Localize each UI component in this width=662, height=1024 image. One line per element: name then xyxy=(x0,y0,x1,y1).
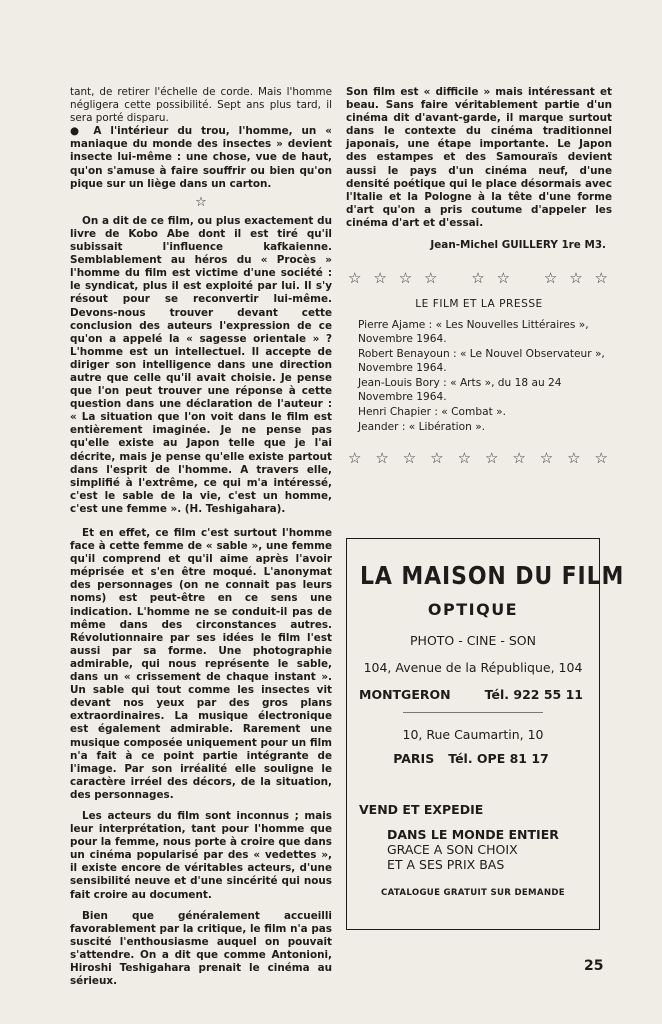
ad-contact-2 xyxy=(347,751,599,766)
bullet-icon: ● xyxy=(70,125,85,138)
separator-star-icon: ☆ xyxy=(195,194,207,210)
star-icon: ☆ xyxy=(496,269,511,288)
ad-vend: VEND ET EXPEDIE xyxy=(359,802,484,817)
paragraph-3: On a dit de ce film, ou plus exactement du livre de Kobo Abe dont il est tiré qu'il subissait l'influence kafkaienne. Semblablement au héros du « Procès » l'homme du film est victime d'une société : le syndicat, plus il est exploité par lui. Il s'y résout pour se reconvertir lui-même. Devons-nous trouver devant cette conclusion des auteurs l'expression de ce qu'on a appelé la « sagesse orientale » ? L'homme est un intellectuel. Il accepte de diriger son intelligence dans une direction autre que celle qu'il avait choisie. Je pense que l'on peut trouver une réponse à cette question dans une déclaration de l'auteur : « La situation que l'on voit dans le film est entièrement imaginée. Je ne pense pas qu'elle existe au Japon telle que je l'ai décrite, mais je pense qu'elle existe partout dans l'esprit de l'homme. A travers elle, simplifié à l'extrême, ce qui m'a intéressé, c'est le sable de la vie, c'est un homme, c'est une femme ». (H. Teshigahara). xyxy=(70,214,332,515)
ad-contact-1 xyxy=(347,687,599,702)
paragraph-5: Les acteurs du film sont inconnus ; mais leur interprétation, tant pour l'homme que pour la femme, nous porte à croire que dans un cinéma popularisé par des « vedettes », il existe encore de véritables acteurs, d'une sensibilité neuve et d'une sincérité qui nous fait croire au document. xyxy=(70,809,332,901)
paragraph-right-1: Son film est « difficile » mais intéressant et beau. Sans faire véritablement partie d'un cinéma dit d'avant-garde, il marque surtout dans le contexte du cinéma traditionnel japonais, une étape importante. Le Japon des estampes et des Samouraïs devient aussi le pays d'un cinéma neuf, d'une densité poétique qui le place désormais avec l'Italie et la Pologne à la tête d'une forme d'art qu'on a pris coutume d'appeler les cinéma d'art et d'essai. xyxy=(346,86,612,229)
star-icon: ☆ xyxy=(373,269,387,288)
ad-services: PHOTO - CINE - SON xyxy=(410,633,536,648)
page-number: 25 xyxy=(584,958,604,974)
star-icon: ☆ xyxy=(512,449,526,468)
star-icon: ☆ xyxy=(567,449,581,468)
star-icon: ☆ xyxy=(430,449,444,468)
ad-block xyxy=(387,827,599,872)
ad-city-2: PARIS xyxy=(393,751,435,766)
press-title: LE FILM ET LA PRESSE xyxy=(415,298,543,311)
star-icon: ☆ xyxy=(348,449,362,468)
paragraph-2 xyxy=(70,125,332,190)
ad-divider xyxy=(403,712,543,713)
star-icon: ☆ xyxy=(402,449,417,468)
ad-choice: GRACE A SON CHOIX xyxy=(387,842,518,857)
ad-address-1: 104, Avenue de la République, 104 xyxy=(363,660,583,675)
ad-title: LA MAISON DU FILM xyxy=(360,561,625,590)
ad-phone-2: Tél. OPE 81 17 xyxy=(448,751,549,766)
star-icon: ☆ xyxy=(457,449,472,468)
advertisement-box xyxy=(346,538,625,930)
author-signature: Jean-Michel GUILLERY 1re M3. xyxy=(430,239,606,252)
stars-row-2 xyxy=(348,449,608,468)
star-icon: ☆ xyxy=(543,269,558,288)
press-entry: Henri Chapier : « Combat ». xyxy=(358,406,506,419)
paragraph-6: Bien que généralement accueilli favorablement par la critique, le film n'a pas suscité l'enthousiasme auquel on pouvait s'attendre. On a dit que comme Antonioni, Hiroshi Teshigahara prenait le cinéma au sérieux. xyxy=(70,909,332,988)
star-icon: ☆ xyxy=(539,449,554,468)
star-icon: ☆ xyxy=(348,269,362,288)
right-column xyxy=(346,86,612,468)
ad-address-2: 10, Rue Caumartin, 10 xyxy=(402,727,544,742)
paragraph-1: tant, de retirer l'échelle de corde. Mais l'homme négligera cette possibilité. Sept ans plus tard, il sera porté disparu. xyxy=(70,86,332,125)
press-entry: Pierre Ajame : « Les Nouvelles Littéraires », Novembre 1964. xyxy=(358,319,589,346)
star-icon: ☆ xyxy=(398,269,413,288)
press-entry: Jean-Louis Bory : « Arts », du 18 au 24 Novembre 1964. xyxy=(358,377,562,404)
star-icon: ☆ xyxy=(424,269,438,288)
ad-prices: ET A SES PRIX BAS xyxy=(387,857,505,872)
star-icon: ☆ xyxy=(594,449,608,468)
ad-subtitle: OPTIQUE xyxy=(427,600,519,619)
stars-row-1 xyxy=(348,269,608,288)
ad-world: DANS LE MONDE ENTIER xyxy=(387,827,559,842)
star-icon: ☆ xyxy=(375,449,389,468)
ad-phone-1: Tél. 922 55 11 xyxy=(484,687,583,702)
press-entry: Robert Benayoun : « Le Nouvel Observateur », Novembre 1964. xyxy=(358,348,605,375)
ad-city-1: MONTGERON xyxy=(359,687,451,702)
star-icon: ☆ xyxy=(569,269,583,288)
paragraph-2-text: A l'intérieur du trou, l'homme, un « maniaque du monde des insectes » devient insecte lui-même : une chose, vue de haut, qu'on s'amuse à faire souffrir ou bien qu'on pique sur un liège dans un carton. xyxy=(70,125,333,190)
star-icon: ☆ xyxy=(594,269,608,288)
star-icon: ☆ xyxy=(471,269,485,288)
left-column xyxy=(70,86,332,988)
paragraph-4: Et en effet, ce film c'est surtout l'homme face à cette femme de « sable », une femme qu'il comprend et qu'il aime après l'avoir méprisée et s'en être moqué. L'anonymat des personnages (on ne connait pas leurs noms) est peut-être en ce sens une indication. L'homme ne se conduit-il pas de même dans des circonstances autres. Révolutionnaire par ses idées le film l'est aussi par sa forme. Une photographie admirable, qui nous représente le sable, dans un « crissement de chaque instant ». Un sable qui tout comme les insectes vit devant nos yeux par des gros plans extraordinaires. La musique électronique est également admirable. Rarement une musique composée uniquement pour un film n'a fait à ce point partie intégrante de l'image. Par son irréalité elle souligne le caractère irréel des décors, de la situation, des personnages. xyxy=(70,527,332,801)
ad-catalogue: CATALOGUE GRATUIT SUR DEMANDE xyxy=(381,888,565,898)
star-icon: ☆ xyxy=(484,449,499,468)
press-entry: Jeander : « Libération ». xyxy=(358,421,486,434)
press-section xyxy=(358,297,612,434)
